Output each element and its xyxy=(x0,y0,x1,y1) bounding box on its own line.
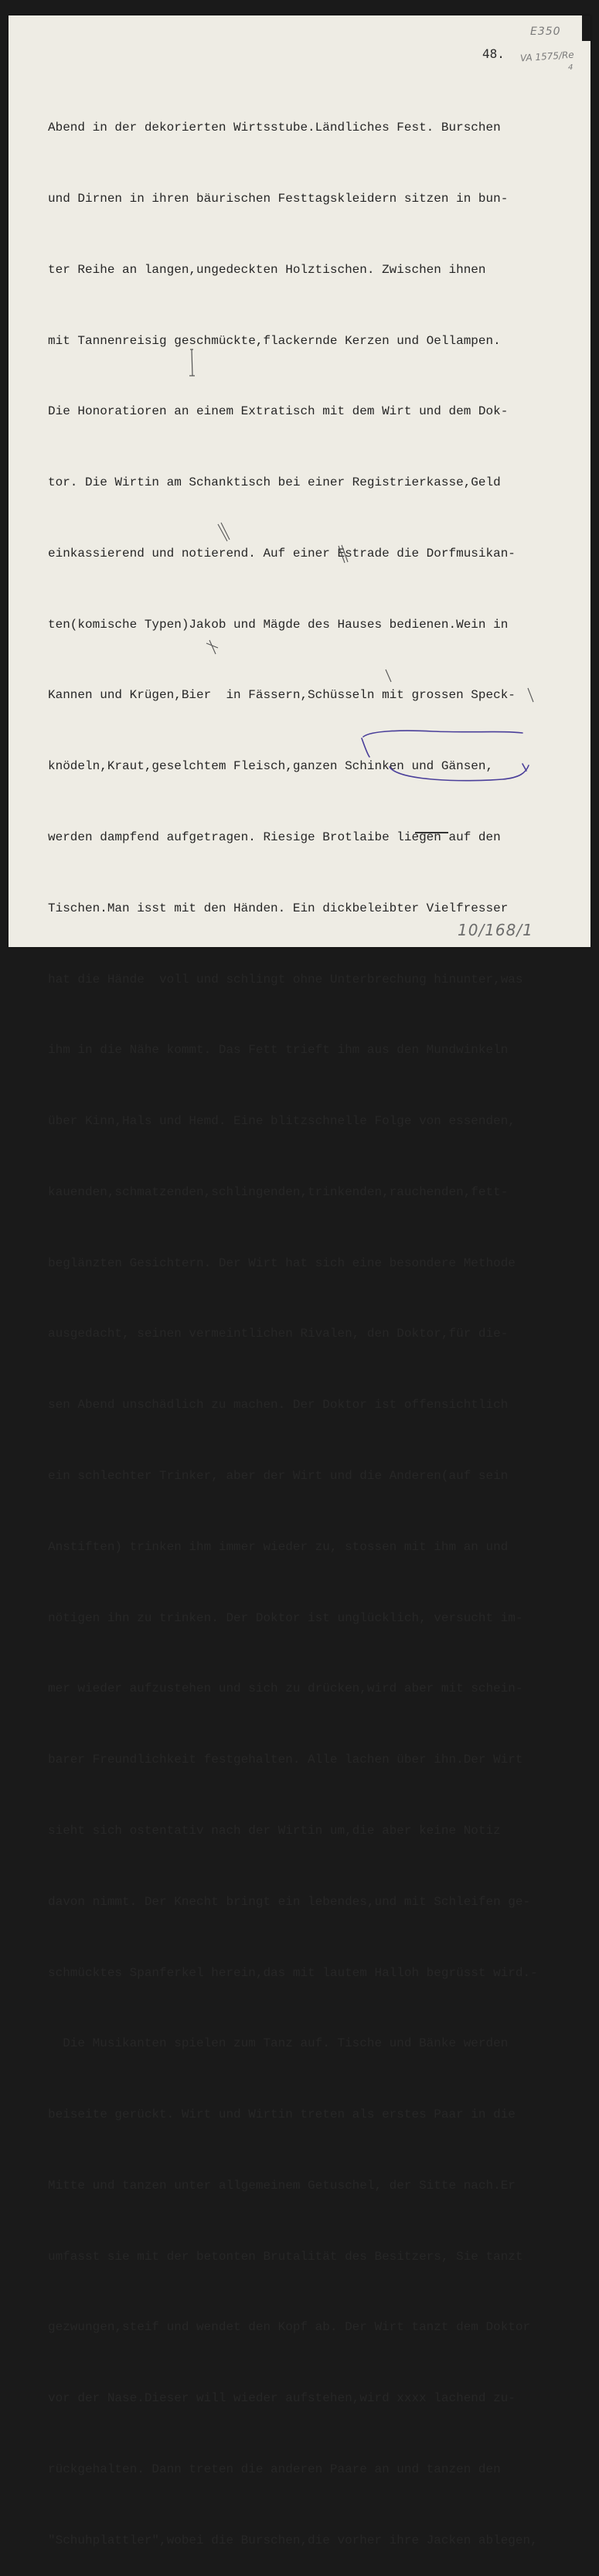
page-corner-mark xyxy=(582,15,590,41)
text-line: ihm in die Nähe kommt. Das Fett trieft ihm aus den Mundwinkeln xyxy=(48,1043,509,1058)
text-line: Tischen.Man isst mit den Händen. Ein dickbeleibter Vielfresser xyxy=(48,901,509,915)
page-number: 48. xyxy=(482,46,505,61)
text-line: tor. Die Wirtin am Schanktisch bei einer Registrierkasse,Geld xyxy=(48,475,501,490)
text-line: barer Freundlichkeit festgehalten. Alle lachen über ihn.Der Wirt xyxy=(48,1753,523,1767)
text-line: Anstiften) trinken ihm immer wieder zu, stossen mit ihm an und xyxy=(48,1539,509,1554)
text-line: kauenden,schmatzenden,schlingenden,trinkenden,rauchenden,fett- xyxy=(48,1184,509,1199)
text-line: Kannen und Krügen,Bier in Fässern,Schüsseln mit grossen Speck- xyxy=(48,688,516,703)
text-line: ein schlechter Trinker, aber der Wirt und die Anderen(auf sein xyxy=(48,1469,509,1484)
typewritten-text-block xyxy=(48,69,538,2576)
text-line: mer wieder aufzustehen und sich zu drücken,wird aber mit schein- xyxy=(48,1682,523,1696)
footer-folio-pencil-note: 10/168/1 xyxy=(458,921,533,939)
text-line: hat die Hände voll und schlingt ohne Unterbrechung hinunter,was xyxy=(48,972,523,986)
text-line: Abend in der dekorierten Wirtsstube.Ländliches Fest. Burschen xyxy=(48,121,501,135)
text-line: schmücktes Spanferkel herein,das mit lautem Halloh begrüsst wird.- xyxy=(48,1965,538,1980)
text-line: Die Musikanten spielen zum Tanz auf. Tische und Bänke werden xyxy=(48,2036,509,2051)
text-line: knödeln,Kraut,geselchtem Fleisch,ganzen Schinken und Gänsen, xyxy=(48,759,494,774)
text-line: nötigen ihn zu trinken. Der Doktor ist unglücklich, versucht im- xyxy=(48,1610,523,1625)
text-line: beglänzten Gesichtern. Der Wirt hat sich eine besondere Methode xyxy=(48,1256,516,1270)
text-line: einkassierend und notierend. Auf einer Estrade die Dorfmusikan- xyxy=(48,546,516,561)
text-line: Mitte und tanzen unter allgemeinem Getuschel, der Sitte nach.Er xyxy=(48,2178,516,2193)
text-line: Die Honoratioren an einem Extratisch mit dem Wirt und dem Dok- xyxy=(48,404,509,419)
folio-sub-pencil-note: 4 xyxy=(568,63,573,72)
text-line: rückgehalten. Dann treten die anderen Paare an und tanzen den xyxy=(48,2462,501,2476)
text-line: umfasst sie mit der betonten Brutalität des Besitzers, Sie tanzt xyxy=(48,2249,523,2264)
text-line: gezwungen,steif und wendet den Kopf ab. Der Wirt tanzt dem Doktor xyxy=(48,2320,531,2335)
text-line: davon nimmt. Der Knecht bringt ein lebendes,und mit Schleifen ge- xyxy=(48,1894,531,1909)
text-line: werden dampfend aufgetragen. Riesige Brotlaibe liegen auf den xyxy=(48,830,501,844)
text-line: über Kinn,Hals und Hemd. Eine blitzschnelle Folge von essenden, xyxy=(48,1114,516,1129)
text-line: sen Abend unschädlich zu machen. Der Doktor ist offensichtlich xyxy=(48,1398,509,1412)
text-line: und Dirnen in ihren bäurischen Festtagskleidern sitzen in bun- xyxy=(48,191,509,206)
archive-id-pencil-note: E350 xyxy=(530,26,561,38)
folio-pencil-note: VA 1575/Re xyxy=(519,49,575,64)
text-line: ausgedacht, seinen vermeintlichen Rivalen, den Doktor,für die- xyxy=(48,1327,509,1341)
text-line: vor der Nase.Dieser will wieder aufstehen,wird xxxx lachend zu- xyxy=(48,2391,516,2406)
text-line: ten(komische Typen)Jakob und Mägde des Hauses bedienen.Wein in xyxy=(48,617,509,632)
text-line: sieht sich ostentativ nach der Wirtin um,die aber keine Notiz xyxy=(48,1823,501,1838)
text-line: ter Reihe an langen,ungedeckten Holztischen. Zwischen ihnen xyxy=(48,262,486,277)
text-line: beiseite gerückt. Wirt und Wirtin treten als erstes Paar in die xyxy=(48,2107,516,2122)
text-line: mit Tannenreisig geschmückte,flackernde Kerzen und Oellampen. xyxy=(48,333,501,348)
text-line: "Schuhplattler",wobei die Burschen,die vorher ihre Jacken ablegen, xyxy=(48,2533,538,2547)
